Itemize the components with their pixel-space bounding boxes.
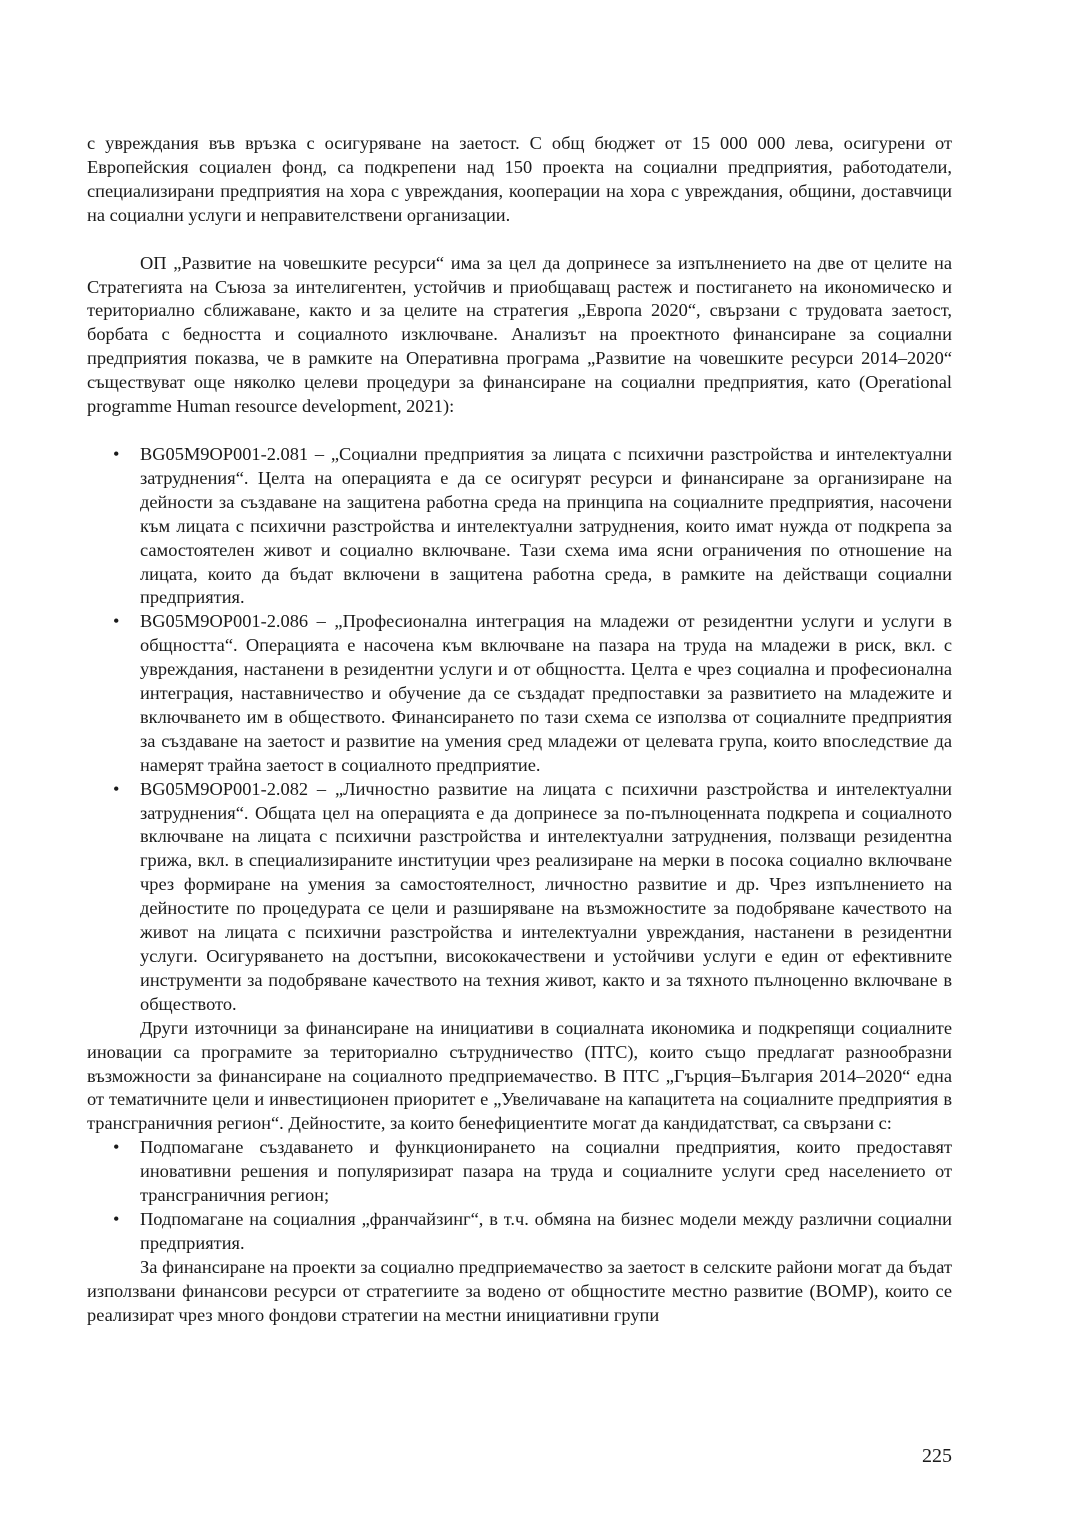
- list-item: [87, 610, 952, 777]
- list-item: [87, 778, 952, 1017]
- bullet-icon: •: [113, 778, 120, 799]
- page-body: [87, 132, 952, 1328]
- list-item: [87, 1136, 952, 1208]
- paragraph-territorial-cooperation: Други източници за финансиране на инициативи в социалната икономика и подкрепящи социалните иновации са програмите за териториално сътрудничество (ПТС), които също предлагат разнообразни възможности за финансиране на социалното предприемачество. В ПТС „Гърция–България 2014–2020“ една от тематичните цели и инвестиционен приоритет е „Увеличаване на капацитета на социалните предприятия в трансграничния регион“. Дейностите, за които бенефициентите могат да кандидатстват, са свързани с:: [87, 1017, 952, 1134]
- list-item: [87, 443, 952, 610]
- bullet-icon: •: [113, 443, 120, 464]
- list-item-text: Подпомагане създаването и функционирането на социални предприятия, които предоставят иновативни решения и популяризират пазара на труда и социалните услуги сред населението от трансграничния регион;: [140, 1137, 952, 1206]
- paragraph-clld: За финансиране на проекти за социално предприемачество за заетост в селските райони могат да бъдат използвани финансови ресурси от стратегиите за водено от общностите местно развитие (ВОМР), които се реализират чрез много фондови стратегии на местни инициативни групи: [87, 1256, 952, 1325]
- paragraph-op-hr: ОП „Развитие на човешките ресурси“ има за цел да допринесе за изпълнението на две от целите на Стратегията на Съюза за интелигентен, устойчив и приобщаващ растеж и постигането на икономическо и териториално сближаване, както и за целите на стратегия „Европа 2020“, свързани с трудовата заетост, борбата с бедността и социалното изключване. Анализът на проектното финансиране за социални предприятия показва, че в рамките на Оперативна програма „Развитие на човешките ресурси 2014–2020“ съществуват още няколко целеви процедури за финансиране на социални предприятия, като (Operational programme Human resource development, 2021):: [87, 252, 952, 417]
- list-item-text: BG05M9OP001-2.081 – „Социални предприятия за лицата с психични разстройства и интелектуални затруднения“. Целта на операцията е да се осигурят ресурси и финансиране за организиране на дейности за създаване на защитена работна среда на принципа на социалните предприятия, насочени към лицата с психични разстройства и интелектуални затруднения, които имат нужда от подкрепа за самостоятелен живот и социално включване. Тази схема има ясни ограничения по отношение на лицата, които да бъдат включени в защитена работна среда, в рамките на действащи социални предприятия.: [140, 443, 952, 608]
- bullet-icon: •: [113, 611, 120, 632]
- activities-list: [87, 1136, 952, 1256]
- list-item-text: BG05M9OP001-2.086 – „Професионална интеграция на младежи от резидентни услуги и услуги в общността“. Операцията е насочена към включване на пазара на труда на младежи в риск, вкл. с увреждания, настанени в резидентни услуги и от общността. Целта е чрез социална и професионална интеграция, наставничество и обучение да се създадат предпоставки за развитието на младежите и включването им в обществото. Финансирането по тази схема се използва от социалните предприятия за създаване на заетост и развитие на умения сред младежи от целевата група, които впоследствие да намерят трайна заетост в социалното предприятие.: [140, 611, 952, 775]
- paragraph-continuation: с увреждания във връзка с осигуряване на заетост. С общ бюджет от 15 000 000 лева, осигурени от Европейския социален фонд, са подкрепени над 150 проекта на социални предприятия, работодатели, специализирани предприятия на хора с увреждания, кооперации на хора с увреждания, общини, доставчици на социални услуги и неправителствени организации.: [87, 133, 952, 225]
- bullet-icon: •: [113, 1137, 120, 1158]
- list-item-text: Подпомагане на социалния „франчайзинг“, в т.ч. обмяна на бизнес модели между различни социални предприятия.: [140, 1208, 952, 1253]
- page-number: 225: [922, 1445, 952, 1467]
- bullet-icon: •: [113, 1208, 120, 1229]
- list-item-text: BG05M9OP001-2.082 – „Личностно развитие на лицата с психични разстройства и интелектуални затруднения“. Общата цел на операцията е да допринесе за по-пълноценната подкрепа и социалното включване на лицата с психични разстройства и интелектуални затруднения, ползващи резидентна грижа, вкл. в специализираните институции чрез реализиране на мерки в посока социално включване чрез формиране на умения за самостоятелност, личностно развитие и др. Чрез изпълнението на дейностите по процедурата се цели и разширяване на възможностите за подобряване качеството на живот на лицата с психични разстройства и интелектуални увреждания, настанени в резидентни услуги. Осигуряването на достъпни, висококачествени и устойчиви услуги е един от ефективните инструменти за подобряване качеството на техния живот, както и за тяхното пълноценно включване в обществото.: [140, 778, 952, 1014]
- list-item: [87, 1208, 952, 1256]
- procedures-list: [87, 443, 952, 1017]
